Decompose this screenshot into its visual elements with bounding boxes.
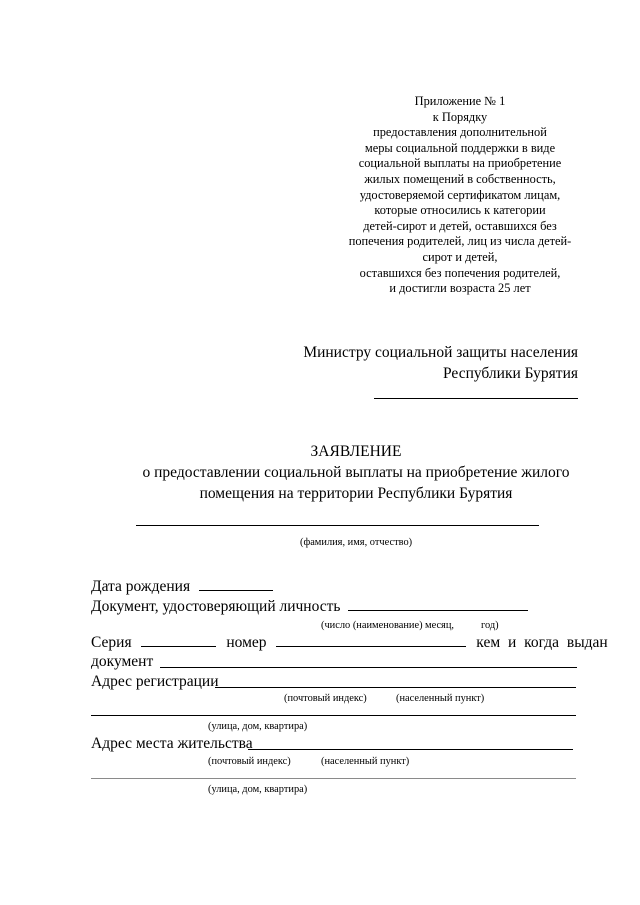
id-document-hint-name: (число (наименование) (321, 620, 423, 631)
appendix-line: меры социальной поддержки в виде (364, 140, 556, 155)
appendix-line: которые относились к категории (374, 203, 546, 218)
document-title (90, 441, 622, 504)
reg-hint-index: (почтовый индекс) (284, 693, 367, 704)
appendix-header (330, 94, 590, 297)
birth-date-row (91, 578, 273, 596)
res-hint-street: (улица, дом, квартира) (208, 784, 308, 795)
number-field[interactable] (276, 634, 466, 647)
series-label: Серия (91, 634, 132, 651)
addressee-line-2: Республики Бурятия (443, 365, 578, 382)
res-address-street-field[interactable] (91, 778, 576, 779)
appendix-line: удостоверяемой сертификатом лицам, (359, 187, 561, 202)
birth-date-label: Дата рождения (91, 578, 191, 595)
id-document-hint-month: месяц, (425, 620, 454, 631)
reg-address-field[interactable] (215, 687, 576, 688)
reg-address-label: Адрес регистрации (91, 673, 219, 690)
appendix-line: жилых помещений в собственность, (364, 171, 556, 186)
document-row (91, 653, 153, 671)
id-document-row (91, 598, 528, 616)
addressee-blank-field[interactable] (374, 389, 578, 399)
id-document-hint-year: год) (481, 620, 499, 631)
birth-date-field[interactable] (199, 578, 273, 591)
appendix-line: детей-сирот и детей, оставшихся без (363, 218, 557, 233)
title-heading: ЗАЯВЛЕНИЕ (310, 443, 402, 460)
appendix-line: оставшихся без попечения родителей, (359, 265, 561, 280)
appendix-line: попечения родителей, лиц из числа детей- (348, 234, 572, 249)
appendix-line: и достигли возраста 25 лет (389, 281, 531, 296)
title-line-2: помещения на территории Республики Бурятия (199, 485, 513, 502)
title-line-1: о предоставлении социальной выплаты на приобретение жилого (142, 464, 570, 481)
res-address-field[interactable] (248, 749, 573, 750)
res-address-label: Адрес места жительства (91, 735, 253, 752)
reg-address-street-field[interactable] (91, 715, 576, 716)
full-name-field[interactable] (136, 525, 539, 526)
appendix-line: к Порядку (432, 109, 488, 124)
reg-hint-street: (улица, дом, квартира) (208, 721, 308, 732)
appendix-line: предоставления дополнительной (373, 125, 547, 140)
addressee-block (303, 342, 578, 405)
appendix-line: сирот и детей, (422, 249, 498, 264)
series-field[interactable] (141, 634, 216, 647)
res-address-row (91, 735, 253, 753)
document-label: документ (91, 653, 154, 670)
issued-by-label: кем и когда выдан (476, 634, 608, 651)
reg-hint-locality: (населенный пункт) (396, 693, 485, 704)
id-document-label: Документ, удостоверяющий личность (91, 598, 341, 615)
series-number-row (91, 634, 608, 652)
full-name-hint: (фамилия, имя, отчество) (300, 537, 413, 548)
id-document-name-field[interactable] (348, 598, 468, 611)
appendix-line: Приложение № 1 (414, 94, 506, 108)
id-document-date-field[interactable] (468, 598, 528, 611)
addressee-line-1: Министру социальной защиты населения (303, 344, 578, 361)
document-issued-field[interactable] (160, 667, 577, 668)
reg-address-row (91, 673, 219, 691)
res-hint-index: (почтовый индекс) (208, 756, 291, 767)
appendix-line: социальной выплаты на приобретение (358, 156, 562, 171)
number-label: номер (226, 634, 267, 651)
res-hint-locality: (населенный пункт) (321, 756, 410, 767)
